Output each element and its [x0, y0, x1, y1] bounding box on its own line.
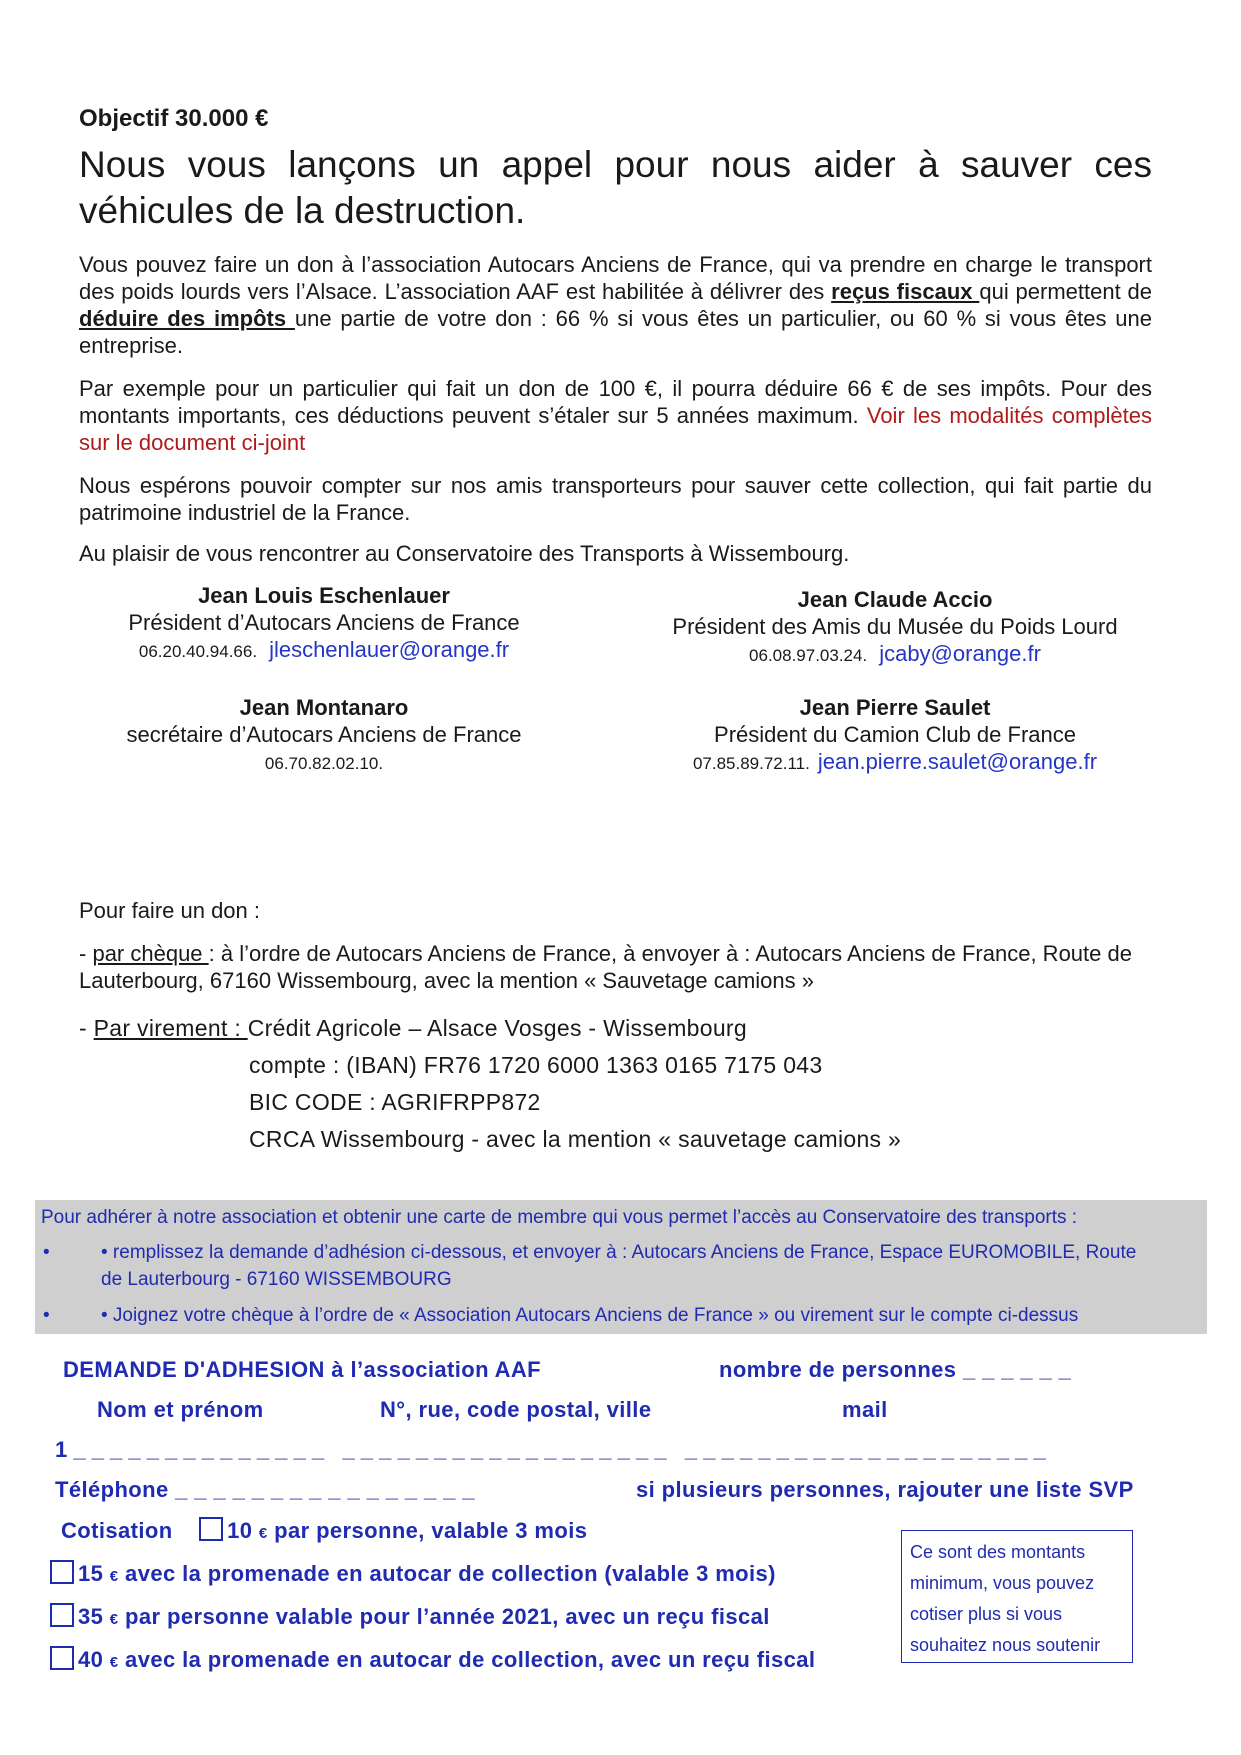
- phone-field[interactable]: Téléphone _ _ _ _ _ _ _ _ _ _ _ _ _ _ _ _: [55, 1477, 475, 1502]
- form-title: DEMANDE D'ADHESION à l’association AAF: [63, 1357, 542, 1382]
- option-35-row: [50, 1603, 770, 1630]
- bullet-1: •: [43, 1242, 50, 1263]
- membership-step-1-cont: de Lauterbourg - 67160 WISSEMBOURG: [101, 1269, 452, 1290]
- membership-info-box: [35, 1200, 1207, 1334]
- several-persons-note: si plusieurs personnes, rajouter une liste SVP: [636, 1477, 1134, 1502]
- signatory-email[interactable]: jcaby@orange.fr: [879, 641, 1041, 666]
- col-mail-label: mail: [842, 1397, 888, 1422]
- signatory-1: [79, 582, 569, 665]
- signatory-phone: 06.20.40.94.66.: [138, 642, 258, 661]
- minimum-amount-note: Ce sont des montants minimum, vous pouvez cotiser plus si vous souhaitez nous soutenir: [901, 1530, 1133, 1663]
- iban: compte : (IBAN) FR76 1720 6000 1363 0165 7175 043: [249, 1052, 823, 1078]
- col-name-label: Nom et prénom: [97, 1397, 264, 1422]
- euro-sign: €: [109, 1568, 119, 1585]
- p1-text-a: Vous pouvez faire un don à l’association Autocars Anciens de France, qui va prendre en charge le transport des poids lourds vers l’Alsace. L’association AAF est habilitée à délivrer des: [79, 252, 1152, 304]
- option-10-amount: 10: [227, 1518, 253, 1543]
- transfer-label: Par virement :: [93, 1015, 248, 1041]
- option-15-amount: 15: [78, 1561, 104, 1586]
- membership-step-2: • Joignez votre chèque à l’ordre de « Association Autocars Anciens de France » ou virement sur le compte ci-dessus: [101, 1305, 1079, 1326]
- option-35-text: par personne valable pour l’année 2021, avec un reçu fiscal: [118, 1604, 770, 1629]
- option-40-amount: 40: [78, 1647, 104, 1672]
- bic-code: BIC CODE : AGRIFRPP872: [249, 1089, 541, 1115]
- signatory-title: Président du Camion Club de France: [714, 722, 1076, 747]
- membership-intro: Pour adhérer à notre association et obtenir une carte de membre qui vous permet l’accès au Conservatoire des transports :: [41, 1207, 1078, 1228]
- option-40-row: [50, 1646, 815, 1673]
- membership-step-1: • remplissez la demande d’adhésion ci-dessous, et envoyer à : Autocars Anciens de France, Espace EUROMOBILE, Route: [101, 1242, 1137, 1263]
- member-row-1[interactable]: 1 _ _ _ _ _ _ _ _ _ _ _ _ _ _ _ _ _ _ _ _ _ _ _ _ _ _ _ _ _ _ _ _ _ _ _ _ _ _ _ _ _ _ _ _ _ _ _ _ _ _ _ _: [55, 1437, 1046, 1462]
- signatory-email[interactable]: jleschenlauer@orange.fr: [269, 637, 510, 662]
- hope-paragraph: Nous espérons pouvoir compter sur nos amis transporteurs pour sauver cette collection, qui fait partie du patrimoine industriel de la France.: [79, 473, 1152, 525]
- receipts-emphasis: reçus fiscaux: [831, 279, 980, 304]
- signatory-phone: 06.08.97.03.24.: [749, 646, 868, 665]
- option-15-text: avec la promenade en autocar de collection (valable 3 mois): [118, 1561, 776, 1586]
- cotisation-row: [61, 1517, 587, 1544]
- p2-text: Par exemple pour un particulier qui fait un don de 100 €, il pourra déduire 66 € de ses impôts. Pour des montants importants, ces déductions peuvent s’étaler sur 5 années maximum.: [79, 376, 1152, 428]
- objective-title: Objectif 30.000 €: [79, 105, 269, 132]
- cheque-label: par chèque: [92, 941, 209, 966]
- transfer-dash: -: [79, 1015, 94, 1041]
- signatory-name: Jean Claude Accio: [797, 587, 993, 612]
- crca-mention: CRCA Wissembourg - avec la mention « sauvetage camions »: [249, 1126, 902, 1152]
- option-35-amount: 35: [78, 1604, 104, 1629]
- cheque-instructions: [79, 940, 1152, 994]
- closing-paragraph: Au plaisir de vous rencontrer au Conservatoire des Transports à Wissembourg.: [79, 541, 850, 566]
- euro-sign: €: [258, 1525, 268, 1542]
- cotisation-label: Cotisation: [61, 1518, 173, 1543]
- option-35-checkbox[interactable]: [50, 1603, 74, 1627]
- transfer-instructions: [79, 1010, 901, 1158]
- option-40-checkbox[interactable]: [50, 1646, 74, 1670]
- signatory-name: Jean Louis Eschenlauer: [198, 583, 450, 608]
- signatory-title: secrétaire d’Autocars Anciens de France: [126, 722, 522, 747]
- headline: Nous vous lançons un appel pour nous aider à sauver ces véhicules de la destruction.: [79, 144, 1152, 231]
- modalities-note: Voir les modalités complètes sur le document ci-joint: [79, 403, 1152, 455]
- signatory-title: Président des Amis du Musée du Poids Lourd: [672, 614, 1118, 639]
- option-10-checkbox[interactable]: [199, 1517, 223, 1541]
- option-15-row: [50, 1560, 776, 1587]
- p1-text-e: une partie de votre don : 66 % si vous êtes un particulier, ou 60 % si vous êtes une entreprise.: [79, 306, 1152, 358]
- bullet-2: •: [43, 1305, 50, 1326]
- option-10-text: par personne, valable 3 mois: [267, 1518, 588, 1543]
- cheque-dash: -: [79, 941, 93, 966]
- signatory-phone: 06.70.82.02.10.: [264, 754, 384, 773]
- col-address-label: N°, rue, code postal, ville: [380, 1397, 652, 1422]
- option-15-checkbox[interactable]: [50, 1560, 74, 1584]
- signatory-4: [645, 694, 1145, 777]
- euro-sign: €: [109, 1654, 119, 1671]
- signatory-name: Jean Pierre Saulet: [799, 695, 991, 720]
- signatory-2: [645, 586, 1145, 669]
- signatory-title: Président d’Autocars Anciens de France: [128, 610, 520, 635]
- signatory-email[interactable]: jean.pierre.saulet@orange.fr: [817, 749, 1098, 774]
- intro-paragraph: [79, 251, 1152, 359]
- cheque-text: : à l’ordre de Autocars Anciens de France, à envoyer à : Autocars Anciens de France, Route de Lauterbourg, 67160 Wissembourg, avec la mention « Sauvetage camions »: [79, 941, 1132, 993]
- signatory-name: Jean Montanaro: [239, 695, 409, 720]
- donation-title: Pour faire un don :: [79, 898, 261, 923]
- signatory-phone: 07.85.89.72.11.: [692, 754, 810, 773]
- persons-count-field[interactable]: nombre de personnes _ _ _ _ _ _: [719, 1357, 1072, 1382]
- deduction-emphasis: déduire des impôts: [79, 306, 295, 331]
- bank-name: Crédit Agricole – Alsace Vosges - Wissembourg: [247, 1015, 747, 1041]
- example-paragraph: [79, 375, 1152, 456]
- signatory-3: [79, 694, 569, 777]
- p1-text-c: qui permettent de: [979, 279, 1153, 304]
- euro-sign: €: [109, 1611, 119, 1628]
- option-40-text: avec la promenade en autocar de collection, avec un reçu fiscal: [118, 1647, 816, 1672]
